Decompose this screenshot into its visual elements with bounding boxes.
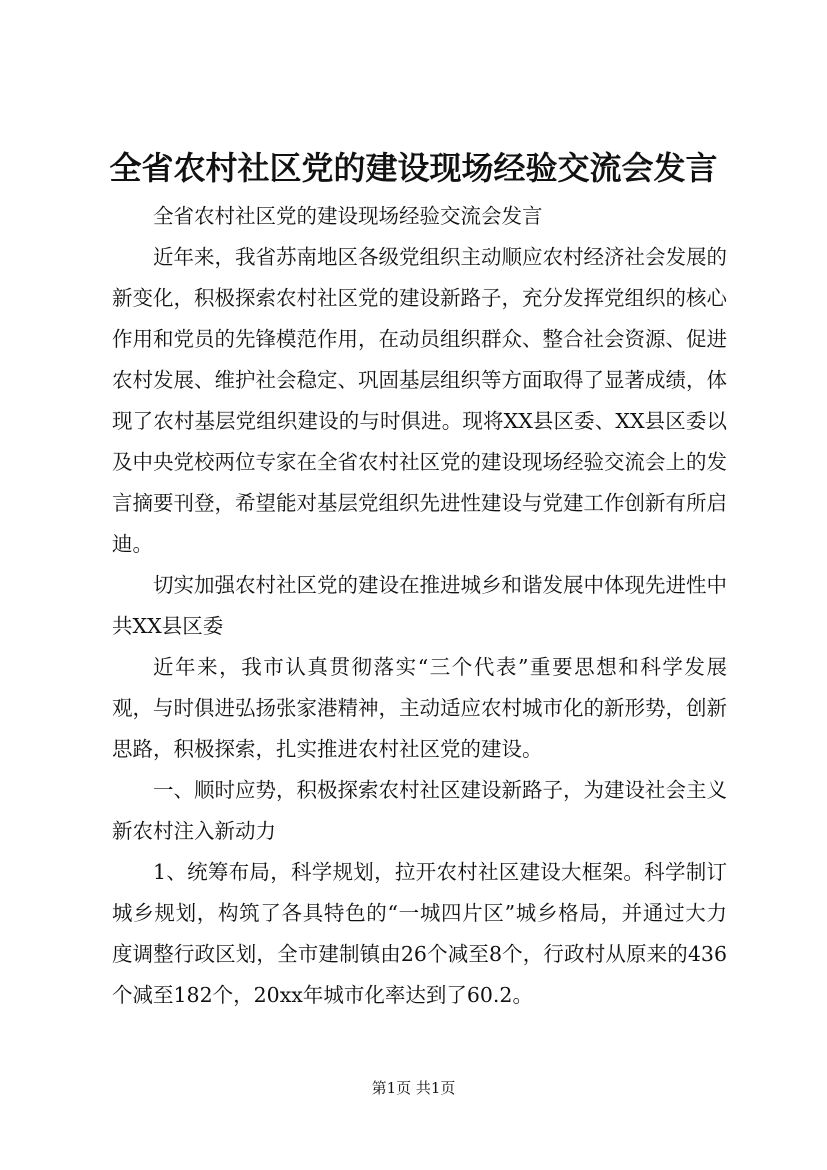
- paragraph-item-one: 1、统筹布局，科学规划，拉开农村社区建设大框架。科学制订城乡规划，构筑了各具特色的“一城四片区”城乡格局，并通过大力度调整行政区划，全市建制镇由26个减至8个，行政村从原来的436个减至182个，20xx年城市化率达到了60.2。: [112, 860, 727, 1007]
- document-title: 全省农村社区党的建设现场经验交流会发言: [109, 149, 718, 187]
- paragraph-section-one: 一、顺时应势，积极探索农村社区建设新路子，为建设社会主义新农村注入新动力: [112, 778, 727, 843]
- paragraph-subtitle: 全省农村社区党的建设现场经验交流会发言: [153, 204, 543, 228]
- paragraph-heading-county: 切实加强农村社区党的建设在推进城乡和谐发展中体现先进性中共XX县区委: [112, 573, 727, 638]
- paragraph-intro: 近年来，我省苏南地区各级党组织主动顺应农村经济社会发展的新变化，积极探索农村社区党的建设新路子，充分发挥党组织的核心作用和党员的先锋模范作用，在动员组织群众、整合社会资源、促进农村发展、维护社会稳定、巩固基层组织等方面取得了显著成绩，体现了农村基层党组织建设的与时俱进。现将XX县区委、XX县区委以及中央党校两位专家在全省农村社区党的建设现场经验交流会上的发言摘要刊登，希望能对基层党组织先进性建设与党建工作创新有所启迪。: [112, 245, 727, 556]
- document-body: [112, 196, 727, 1016]
- page-footer: 第1页 共1页: [371, 1079, 456, 1097]
- paragraph-recent-years: 近年来，我市认真贯彻落实“三个代表”重要思想和科学发展观，与时俱进弘扬张家港精神，主动适应农村城市化的新形势，创新思路，积极探索，扎实推进农村社区党的建设。: [112, 655, 727, 761]
